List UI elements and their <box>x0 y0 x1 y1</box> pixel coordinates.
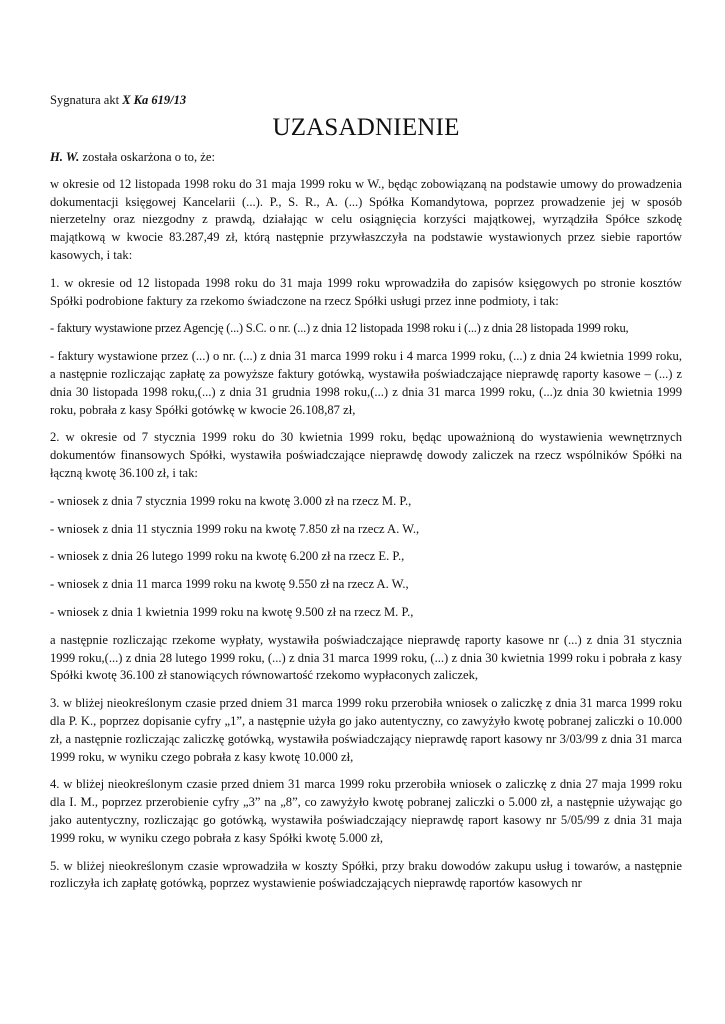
document-body <box>50 149 682 903</box>
list-item-advance: - wniosek z dnia 11 stycznia 1999 roku na kwotę 7.850 zł na rzecz A. W., <box>50 521 420 536</box>
list-item-advance: - wniosek z dnia 1 kwietnia 1999 roku na kwotę 9.500 zł na rzecz M. P., <box>50 604 414 619</box>
paragraph-point-2: 2. w okresie od 7 stycznia 1999 roku do 30 kwietnia 1999 roku, będąc upoważnioną do wystawienia wewnętrznych dokumentów finansowych Spółki, wystawiła poświadczające nieprawdę dowody zaliczek na rzecz wspólników Spółki na łączną kwotę 36.100 zł, i tak: <box>50 430 682 480</box>
paragraph-point-3: 3. w bliżej nieokreślonym czasie przed dniem 31 marca 1999 roku przerobiła wniosek o zaliczkę z dnia 31 marca 1999 roku dla P. K., poprzez dopisanie cyfry „1”, a następnie użyła go jako autentyczny, co zawyżyło kwotę pobranej zaliczki o 10.000 zł, a następnie rozliczając zaliczkę gotówką, wystawiła poświadczający nieprawdę raport kasowy nr 3/03/99 z dnia 31 marca 1999 roku, w wyniku czego pobrała z kasy kwotę 10.000 zł, <box>50 696 682 764</box>
list-item-advance: - wniosek z dnia 26 lutego 1999 roku na kwotę 6.200 zł na rzecz E. P., <box>50 549 405 564</box>
paragraph-invoices-agency: - faktury wystawione przez Agencję (...) S.C. o nr. (...) z dnia 12 listopada 1998 roku i (...) z dnia 28 listopada 1999 roku, <box>50 321 629 336</box>
case-signature <box>50 93 186 107</box>
intro-text: została oskarżona o to, że: <box>79 150 215 164</box>
defendant-name: H. W. <box>50 150 80 164</box>
paragraph-charge-summary: w okresie od 12 listopada 1998 roku do 31 maja 1999 roku w W., będąc zobowiązaną na podstawie umowy do prowadzenia dokumentacji księgowej Kancelarii (...). P., S. R., A. (...) Spółka Komandytowa, poprzez prowadzenie jej w sposób nierzetelny oraz niezgodny z prawdą, działając w celu osiągnięcia korzyści majątkowej, wyrządziła Spółce szkodę majątkową w kwocie 83.287,49 zł, którą następnie przywłaszczyła na podstawie wystawionych przez siebie raportów kasowych, i tak: <box>50 176 682 262</box>
signature-label: Sygnatura akt <box>50 93 120 107</box>
list-item-advance: - wniosek z dnia 11 marca 1999 roku na kwotę 9.550 zł na rzecz A. W., <box>50 577 409 592</box>
signature-number: X Ka 619/13 <box>122 93 187 107</box>
paragraph-point-1: 1. w okresie od 12 listopada 1998 roku do 31 maja 1999 roku wprowadziła do zapisów księgowych po stronie kosztów Spółki podrobione faktury za rzekomo świadczone na rzecz Spółki usługi przez inne podmioty, i tak: <box>50 275 682 308</box>
paragraph-cash-reports: a następnie rozliczając rzekome wypłaty, wystawiła poświadczające nieprawdę raporty kasowe nr (...) z dnia 31 stycznia 1999 roku,(...) z dnia 28 lutego 1999 roku, (...) z dnia 31 marca 1999 roku, (...) z dnia 30 kwietnia 1999 roku i pobrała z kasy Spółki kwotę 36.100 zł stanowiących równowartość rzekomo wypłaconych zaliczek, <box>50 632 682 683</box>
intro-line <box>50 149 682 167</box>
paragraph-point-5: 5. w bliżej nieokreślonym czasie wprowadziła w koszty Spółki, przy braku dowodów zakupu usług i towarów, a następnie rozliczyła ich zapłatę gotówką, poprzez wystawienie poświadczających nieprawdę raportów kasowych nr <box>50 858 682 891</box>
list-item-advance: - wniosek z dnia 7 stycznia 1999 roku na kwotę 3.000 zł na rzecz M. P., <box>50 493 412 508</box>
document-title: UZASADNIENIE <box>272 114 460 141</box>
paragraph-point-4: 4. w bliżej nieokreślonym czasie przed dniem 31 marca 1999 roku przerobiła wniosek o zaliczkę z dnia 27 maja 1999 roku dla I. M., poprzez przerobienie cyfry „3” na „8”, co zawyżyło kwotę pobranej zaliczki o 5.000 zł, a następnie używając go jako autentyczny, rozliczając go gotówką, wystawiła poświadczający nieprawdę raport kasowy nr 5/05/99 z dnia 31 maja 1999 roku, w wyniku czego pobrała z kasy Spółki kwotę 5.000 zł, <box>50 777 682 845</box>
paragraph-invoices-second: - faktury wystawione przez (...) o nr. (...) z dnia 31 marca 1999 roku i 4 marca 1999 roku, (...) z dnia 24 kwietnia 1999 roku, a następnie rozliczając zapłatę za powyższe faktury gotówką, wystawiła poświadczające nieprawdę raporty kasowe – (...) z dnia 30 listopada 1998 roku,(...) z dnia 31 grudnia 1998 roku,(...) z dnia 31 marca 1999 roku, (...)z dnia 30 kwietnia 1999 roku, pobrała z kasy Spółki gotówkę w kwocie 26.108,87 zł, <box>50 349 682 417</box>
